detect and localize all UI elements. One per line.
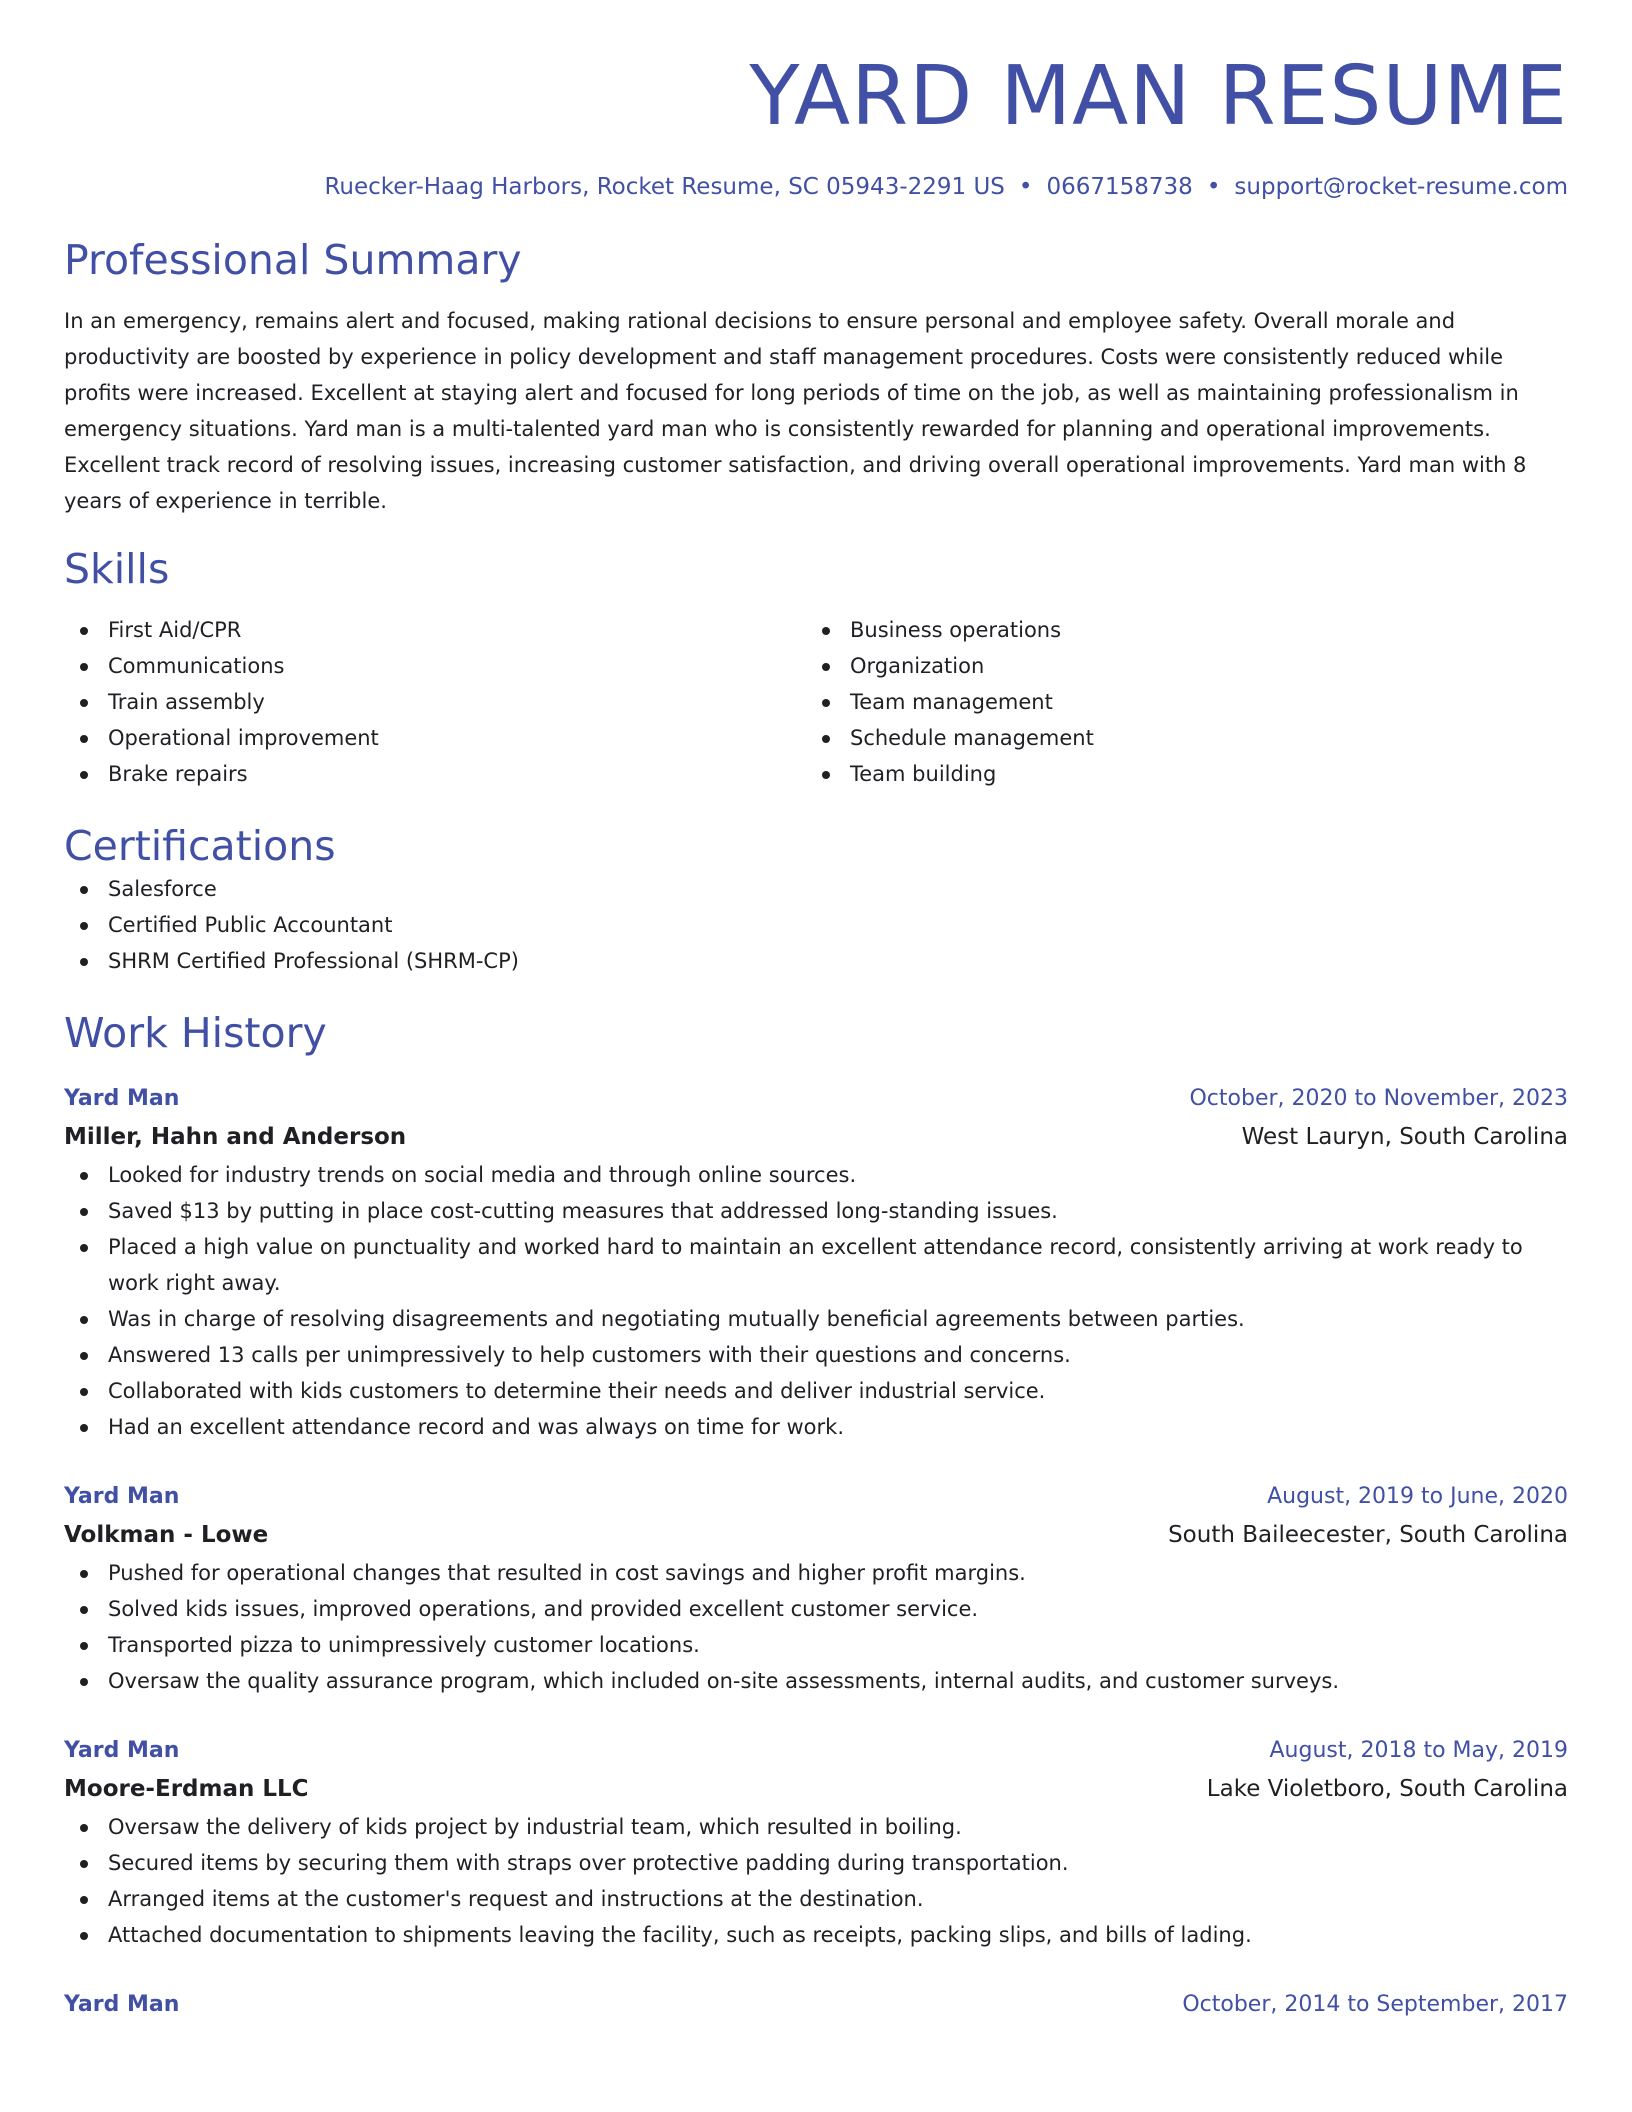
contact-separator: • bbox=[1018, 174, 1033, 201]
contact-phone: 0667158738 bbox=[1046, 174, 1193, 201]
job-dates: October, 2014 to September, 2017 bbox=[1182, 1991, 1568, 2017]
skills-list-right bbox=[806, 612, 1548, 792]
contact-address: Ruecker-Haag Harbors, Rocket Resume, SC 05943-2291 US bbox=[324, 174, 1005, 201]
job-company: Miller, Hahn and Anderson bbox=[64, 1123, 407, 1150]
job-bullet: Attached documentation to shipments leaving the facility, such as receipts, packing slips, and bills of lading. bbox=[64, 1917, 1568, 1953]
job-header-row bbox=[64, 1081, 1568, 1117]
certifications-title: Certifications bbox=[64, 822, 336, 871]
job-location: West Lauryn, South Carolina bbox=[1241, 1123, 1568, 1150]
contact-line bbox=[64, 174, 1568, 202]
job-company-row bbox=[64, 1117, 1568, 1157]
resume-header bbox=[64, 0, 1568, 202]
job-bullet: Secured items by securing them with straps over protective padding during transportation. bbox=[64, 1845, 1568, 1881]
work-history-section bbox=[64, 1009, 1568, 2022]
job-bullet: Had an excellent attendance record and was always on time for work. bbox=[64, 1409, 1568, 1445]
skill-item: Organization bbox=[806, 648, 1548, 684]
job-entry bbox=[64, 1479, 1568, 1699]
certification-item: Salesforce bbox=[64, 871, 1568, 907]
certification-item: Certified Public Accountant bbox=[64, 907, 1568, 943]
job-bullets bbox=[64, 1157, 1568, 1445]
job-bullet: Oversaw the quality assurance program, which included on-site assessments, internal audits, and customer surveys. bbox=[64, 1663, 1568, 1699]
job-bullet: Arranged items at the customer's request and instructions at the destination. bbox=[64, 1881, 1568, 1917]
job-bullet: Placed a high value on punctuality and worked hard to maintain an excellent attendance record, consistently arriving at work ready to work right away. bbox=[64, 1229, 1568, 1301]
job-bullets bbox=[64, 1809, 1568, 1953]
skills-section bbox=[64, 545, 1568, 792]
skill-item: Operational improvement bbox=[64, 720, 806, 756]
job-bullet: Collaborated with kids customers to determine their needs and deliver industrial service. bbox=[64, 1373, 1568, 1409]
skill-item: Schedule management bbox=[806, 720, 1548, 756]
job-bullet: Was in charge of resolving disagreements and negotiating mutually beneficial agreements between parties. bbox=[64, 1301, 1568, 1337]
job-company: Moore-Erdman LLC bbox=[64, 1775, 309, 1802]
job-title: Yard Man bbox=[64, 1483, 180, 1509]
contact-separator: • bbox=[1206, 174, 1221, 201]
skill-item: Communications bbox=[64, 648, 806, 684]
skills-list-left bbox=[64, 612, 806, 792]
job-location: South Baileecester, South Carolina bbox=[1168, 1521, 1568, 1548]
job-header-row bbox=[64, 1733, 1568, 1769]
job-location: Lake Violetboro, South Carolina bbox=[1206, 1775, 1568, 1802]
job-entry bbox=[64, 1733, 1568, 1953]
job-entry bbox=[64, 1081, 1568, 1445]
job-dates: August, 2018 to May, 2019 bbox=[1269, 1737, 1568, 1763]
job-bullet: Solved kids issues, improved operations, and provided excellent customer service. bbox=[64, 1591, 1568, 1627]
work-history-title: Work History bbox=[64, 1009, 327, 1058]
summary-section bbox=[64, 236, 1568, 519]
job-title: Yard Man bbox=[64, 1085, 180, 1111]
job-header-row bbox=[64, 1987, 1568, 2023]
skill-item: Brake repairs bbox=[64, 756, 806, 792]
job-bullets bbox=[64, 1555, 1568, 1699]
certifications-list bbox=[64, 871, 1568, 979]
job-entry bbox=[64, 1987, 1568, 2023]
job-header-row bbox=[64, 1479, 1568, 1515]
certifications-section bbox=[64, 822, 1568, 979]
job-bullet: Looked for industry trends on social media and through online sources. bbox=[64, 1157, 1568, 1193]
job-dates: August, 2019 to June, 2020 bbox=[1267, 1483, 1568, 1509]
job-company-row bbox=[64, 1769, 1568, 1809]
skill-item: Team building bbox=[806, 756, 1548, 792]
job-company-row bbox=[64, 1515, 1568, 1555]
job-bullet: Saved $13 by putting in place cost-cutting measures that addressed long-standing issues. bbox=[64, 1193, 1568, 1229]
job-title: Yard Man bbox=[64, 1991, 180, 2017]
skills-grid bbox=[64, 612, 1568, 792]
skill-item: Team management bbox=[806, 684, 1548, 720]
job-bullet: Transported pizza to unimpressively customer locations. bbox=[64, 1627, 1568, 1663]
job-bullet: Pushed for operational changes that resulted in cost savings and higher profit margins. bbox=[64, 1555, 1568, 1591]
skill-item: First Aid/CPR bbox=[64, 612, 806, 648]
job-bullet: Oversaw the delivery of kids project by industrial team, which resulted in boiling. bbox=[64, 1809, 1568, 1845]
certification-item: SHRM Certified Professional (SHRM-CP) bbox=[64, 943, 1568, 979]
contact-email: support@rocket-resume.com bbox=[1234, 174, 1568, 201]
summary-text: In an emergency, remains alert and focused, making rational decisions to ensure personal and employee safety. Overall morale and productivity are boosted by experience in policy development and staff management procedures. Costs were consistently reduced while profits were increased. Excellent at staying alert and focused for long periods of time on the job, as well as maintaining professionalism in emergency situations. Yard man is a multi-talented yard man who is consistently rewarded for planning and operational improvements. Excellent track record of resolving issues, increasing customer satisfaction, and driving overall operational improvements. Yard man with 8 years of experience in terrible. bbox=[64, 308, 1527, 513]
skills-title: Skills bbox=[64, 544, 170, 593]
job-title: Yard Man bbox=[64, 1737, 180, 1763]
resume-name: YARD MAN RESUME bbox=[749, 49, 1568, 144]
job-dates: October, 2020 to November, 2023 bbox=[1189, 1085, 1568, 1111]
summary-title: Professional Summary bbox=[64, 235, 522, 284]
job-bullet: Answered 13 calls per unimpressively to help customers with their questions and concerns. bbox=[64, 1337, 1568, 1373]
skill-item: Business operations bbox=[806, 612, 1548, 648]
job-company: Volkman - Lowe bbox=[64, 1521, 269, 1548]
skill-item: Train assembly bbox=[64, 684, 806, 720]
